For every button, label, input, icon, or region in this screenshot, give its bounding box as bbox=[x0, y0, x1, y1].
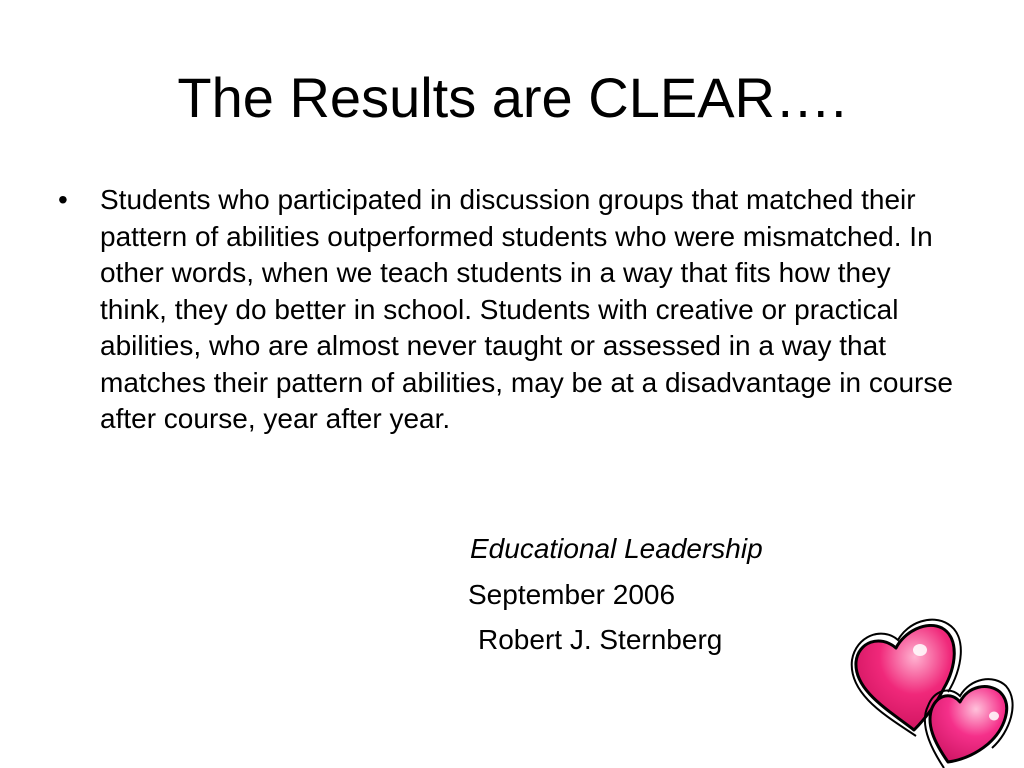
bullet-item bbox=[58, 182, 958, 438]
citation-source: Educational Leadership bbox=[470, 533, 763, 564]
citation-date: September 2006 bbox=[468, 579, 676, 610]
large-heart-highlight bbox=[913, 644, 927, 656]
bullet-text: Students who participated in discussion groups that matched their pattern of abilities outperformed students who were mismatched. In other words, when we teach students in a way that fits how they think, they do better in school. Students with creative or practical abilities, who are almost never taught or assessed in a way that matches their pattern of abilities, may be at a disadvantage in course after course, year after year. bbox=[100, 184, 953, 434]
bullet-marker: • bbox=[58, 184, 68, 215]
small-heart-highlight bbox=[989, 712, 999, 721]
bullet-list bbox=[58, 182, 958, 438]
small-heart-shape bbox=[930, 687, 1007, 762]
two-hearts-icon bbox=[848, 612, 1018, 768]
citation-author: Robert J. Sternberg bbox=[478, 624, 723, 655]
slide-title: The Results are CLEAR…. bbox=[177, 66, 847, 129]
